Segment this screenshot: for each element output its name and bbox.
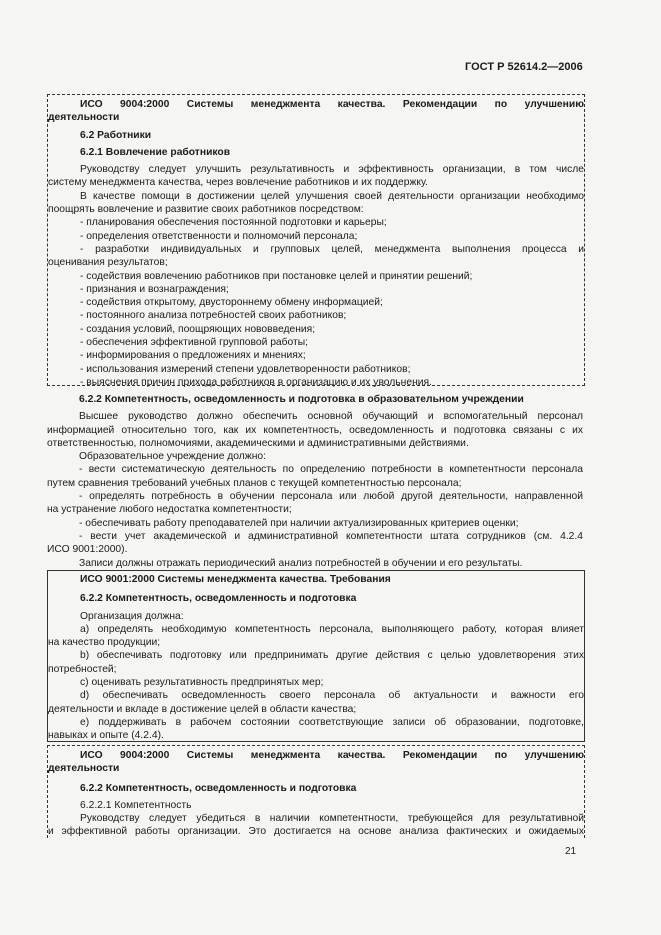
box1-bullet: - признания и вознаграждения; [80,283,229,295]
box2-item-d: d) обеспечивать осведомленность своего персонала об актуальности и важности его [80,690,584,702]
box2-item-a-continuation: на качество продукции; [48,637,161,649]
box2-para1: Организация должна: [80,610,184,622]
box1-bullet: - использования измерений степени удовлетворенности работников; [80,363,411,375]
box2-section-6-2-2-heading: 6.2.2 Компетентность, осведомленность и подготовка [80,593,357,605]
body-para2: Образовательное учреждение должно: [79,451,266,463]
body-bullet: - вести учет академической и административной компетентности штата сотрудников (см. 4.2.4 [79,530,583,542]
box3-para1-line1: Руководству следует убедиться в наличии компетентности, требующейся для результативной [80,813,584,825]
body-bullet: - определять потребность в обучении персонала или любой другой деятельности, направленной [79,491,583,503]
box1-para2-line2: поощрять вовлечение и развитие своих работников посредством: [48,204,364,216]
box1-bullet: - выяснения причин прихода работников в организацию и их увольнения. [80,376,432,388]
box2-item-b: b) обеспечивать подготовку или предпринимать другие действия с целью удовлетворения этих [80,650,584,662]
box2-item-d-continuation: деятельности и вкладе в достижение целей в области качества; [48,703,357,715]
body-para1-line1: Высшее руководство должно обеспечить основной обучающий и вспомогательный персонал [79,411,583,423]
body-para3: Записи должны отражать периодический анализ потребностей в обучении и его результаты. [79,557,523,569]
box2-item-e: e) поддерживать в рабочем состоянии соответствующие записи об образовании, подготовке, [80,716,584,728]
box1-bullet: - содействия открытому, двустороннему обмену информацией; [80,297,383,309]
box2-item-b-continuation: потребностей; [48,663,117,675]
box3-section-6-2-2-heading: 6.2.2 Компетентность, осведомленность и подготовка [80,782,357,794]
box1-title-line2: деятельности [48,112,120,124]
body-bullet-continuation: ИСО 9001:2000). [47,544,128,556]
body-bullet: - обеспечивать работу преподавателей при наличии актуализированных критериев оценки; [79,517,519,529]
iso9004-excerpt-box [47,94,585,386]
box2-title: ИСО 9001:2000 Системы менеджмента качества. Требования [80,574,391,585]
box1-bullet: - содействия вовлечению работников при постановке целей и принятии решений; [80,270,473,282]
page-number: 21 [565,846,577,857]
box3-para1-line2: и эффективной работы организации. Это достигается на основе анализа фактических и ожидаемых [48,826,584,838]
iso9001-excerpt-box [47,570,585,742]
section-6-2-heading: 6.2 Работники [80,129,152,141]
box1-bullet: - разработки индивидуальных и групповых целей, менеджмента выполнения процесса и [80,243,584,255]
box3-title-line2: деятельности [48,763,120,775]
educational-institution-section [47,393,583,570]
box1-bullet: - создания условий, поощряющих нововведения; [80,323,316,335]
body-bullet-continuation: на устранение любого недостатка компетентности; [47,504,292,516]
box3-section-6-2-2-1-heading: 6.2.2.1 Компетентность [80,799,192,811]
box2-item-c: c) оценивать результативность предпринятых мер; [80,677,324,689]
box1-para1-line2: систему менеджмента качества, через вовлечение работников и их поддержку. [48,177,428,189]
body-para1-line2: информацией относительно того, как их компетентность, осведомленность и подготовка связаны с их [47,424,583,436]
box1-bullet: - информирования о предложениях и мнениях; [80,350,306,362]
box2-item-a: a) определять необходимую компетентность персонала, выполняющего работу, которая влияет [80,623,584,635]
box1-bullet: - планирования обеспечения постоянной подготовки и карьеры; [80,217,387,229]
box1-bullet-continuation: оценивания результатов; [48,257,168,269]
section-6-2-1-heading: 6.2.1 Вовлечение работников [80,146,231,158]
box1-para2-line1: В качестве помощи в достижении целей улучшения своей деятельности организации необходимо [80,190,584,202]
iso9004-competence-box [47,745,585,838]
body-para1-line3: ответственностью, полномочиями, академическими и административными действиями. [47,437,469,449]
box1-bullet: - постоянного анализа потребностей своих работников; [80,310,347,322]
standard-header: ГОСТ Р 52614.2—2006 [465,61,583,73]
body-bullet: - вести систематическую деятельность по определению потребности в компетентности персонала [79,464,583,476]
box1-para1-line1: Руководству следует улучшить результативность и эффективность организации, в том числе [80,164,584,176]
box1-bullet: - определения ответственности и полномочий персонала; [80,230,358,242]
box1-title-line1: ИСО 9004:2000 Системы менеджмента качества. Рекомендации по улучшению [80,99,584,110]
box2-item-e-continuation: навыках и опыте (4.2.4). [48,730,164,742]
body-bullet-continuation: путем сравнения требований учебных планов с текущей компетентностью персонала; [47,477,462,489]
box1-bullet: - обеспечения эффективной групповой работы; [80,337,309,349]
section-6-2-2-edu-heading: 6.2.2 Компетентность, осведомленность и подготовка в образовательном учреждении [79,394,524,405]
box3-title-line1: ИСО 9004:2000 Системы менеджмента качества. Рекомендации по улучшению [80,750,584,761]
